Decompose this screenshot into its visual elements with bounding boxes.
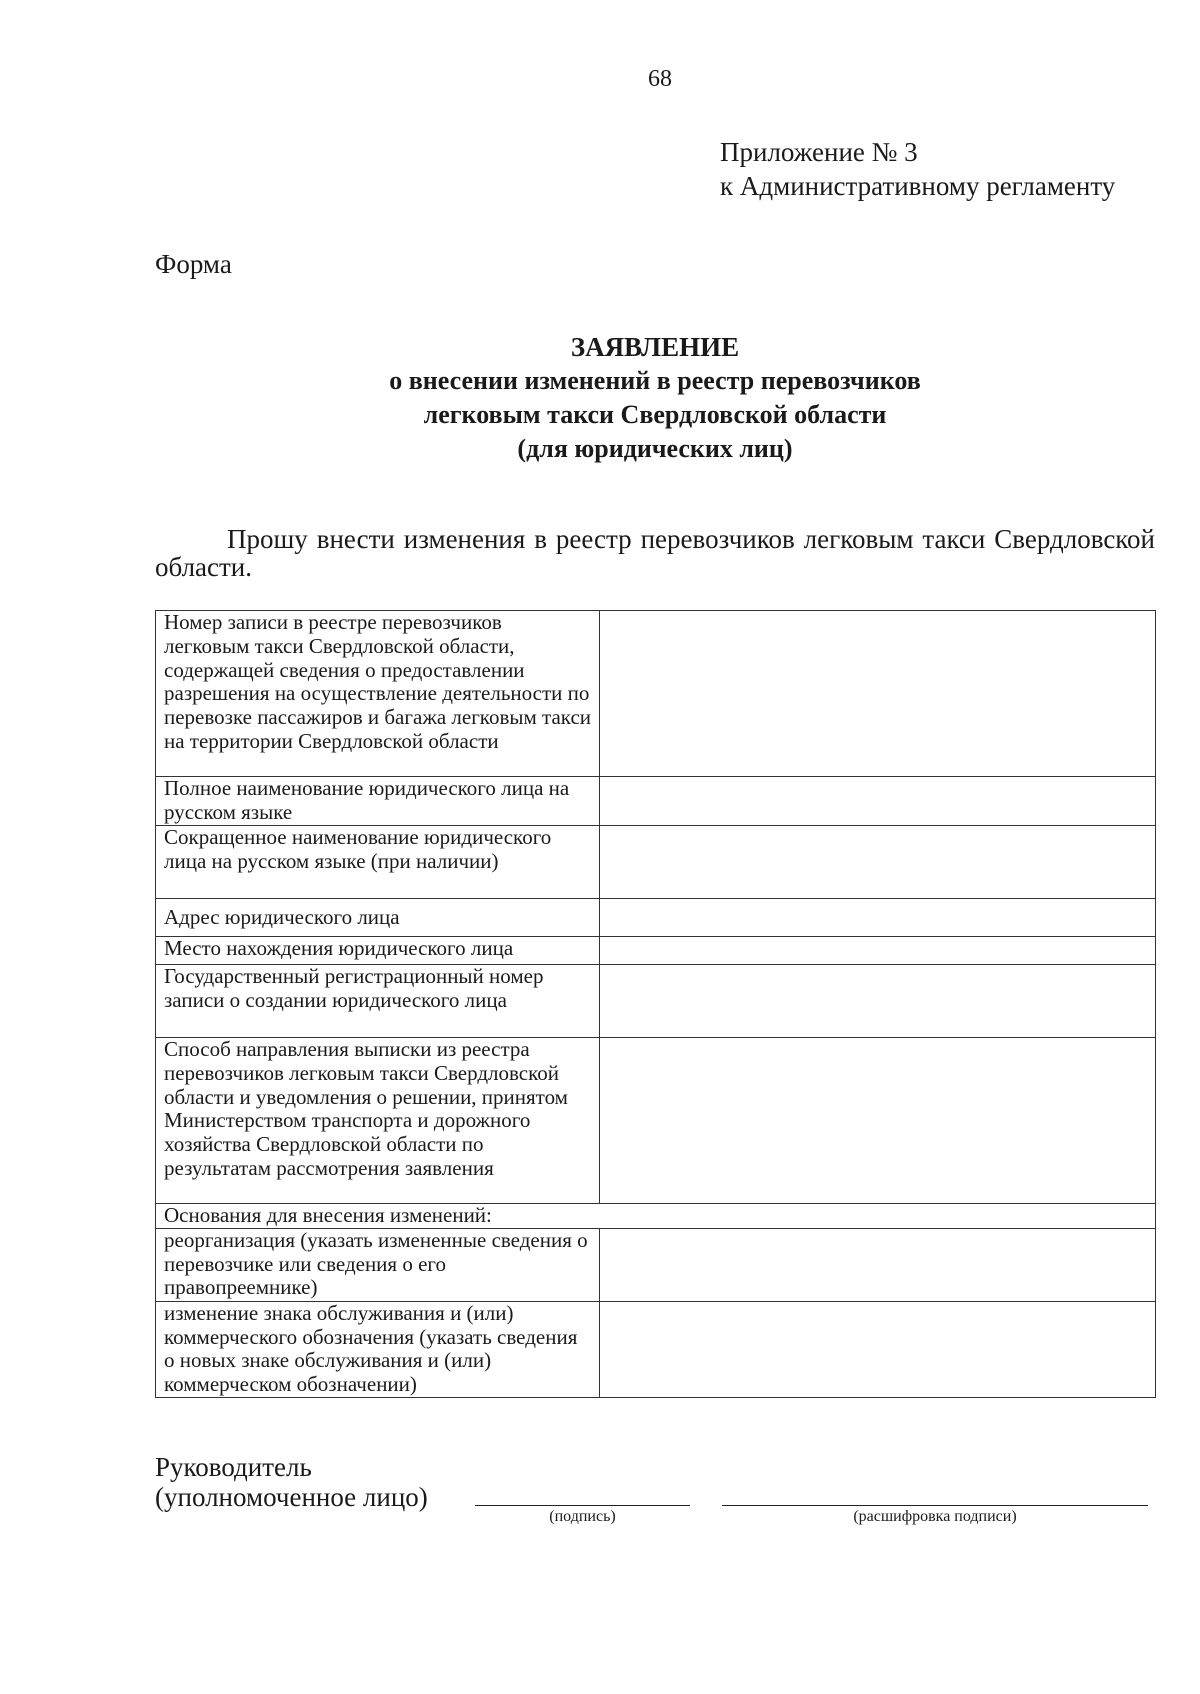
- field-value-reorganization[interactable]: [600, 1228, 1156, 1301]
- table-row: [156, 611, 1156, 777]
- table-row: [156, 1204, 1156, 1229]
- signature-line[interactable]: [475, 1505, 690, 1506]
- title-line-1: о внесении изменений в реестр перевозчиков: [389, 366, 921, 395]
- field-value-short-name[interactable]: [600, 826, 1156, 899]
- intro-paragraph: Прошу внести изменения в реестр перевозчиков легковым такси Свердловской области.: [155, 524, 1155, 582]
- title-main: ЗАЯВЛЕНИЕ: [570, 332, 740, 362]
- section-header-grounds: Основания для внесения изменений:: [156, 1204, 1156, 1229]
- appendix-line-2: к Административному регламенту: [720, 171, 1116, 201]
- appendix-reference: [720, 135, 1115, 203]
- field-label-delivery-method: Способ направления выписки из реестра перевозчиков легковым такси Свердловской области и уведомления о решении, принятом Министерством транспорта и дорожного хозяйства Свердловской области по результатам рассмотрения заявления: [156, 1038, 600, 1204]
- field-value-location[interactable]: [600, 937, 1156, 965]
- appendix-line-1: Приложение № 3: [720, 137, 918, 167]
- field-label-registry-number: Номер записи в реестре перевозчиков легковым такси Свердловской области, содержащей сведения о предоставлении разрешения на осуществление деятельности по перевозке пассажиров и багажа легковым такси на территории Свердловской области: [156, 611, 600, 777]
- title-line-2: легковым такси Свердловской области: [423, 400, 887, 429]
- form-label: Форма: [155, 249, 232, 279]
- field-label-service-mark-change: изменение знака обслуживания и (или) коммерческого обозначения (указать сведения о новых знаке обслуживания и (или) коммерческом обозначении): [156, 1301, 600, 1397]
- table-row: [156, 1301, 1156, 1397]
- field-value-delivery-method[interactable]: [600, 1038, 1156, 1204]
- table-row: [156, 1228, 1156, 1301]
- table-row: [156, 826, 1156, 899]
- signature-role-line-1: Руководитель: [155, 1452, 312, 1482]
- field-label-address: Адрес юридического лица: [156, 899, 600, 937]
- field-value-registration-number[interactable]: [600, 965, 1156, 1038]
- document-title: [300, 330, 1010, 466]
- field-label-full-name: Полное наименование юридического лица на русском языке: [156, 777, 600, 826]
- signature-block: [155, 1452, 428, 1512]
- table-row: [156, 965, 1156, 1038]
- field-value-registry-number[interactable]: [600, 611, 1156, 777]
- table-row: [156, 1038, 1156, 1204]
- signature-role-line-2: (уполномоченное лицо): [155, 1482, 428, 1512]
- signature-decoding-caption: (расшифровка подписи): [853, 1508, 1017, 1525]
- signature-caption: (подпись): [549, 1508, 616, 1525]
- field-label-location: Место нахождения юридического лица: [156, 937, 600, 965]
- application-form-table: [155, 610, 1156, 1398]
- page-number: 68: [648, 66, 672, 92]
- table-row: [156, 899, 1156, 937]
- field-value-service-mark-change[interactable]: [600, 1301, 1156, 1397]
- field-value-full-name[interactable]: [600, 777, 1156, 826]
- field-label-reorganization: реорганизация (указать измененные сведения о перевозчике или сведения о его правопреемнике): [156, 1228, 600, 1301]
- field-label-short-name: Сокращенное наименование юридического лица на русском языке (при наличии): [156, 826, 600, 899]
- signature-decoding-line[interactable]: [722, 1505, 1148, 1506]
- field-value-address[interactable]: [600, 899, 1156, 937]
- title-line-3: (для юридических лиц): [517, 434, 793, 463]
- table-row: [156, 777, 1156, 826]
- table-row: [156, 937, 1156, 965]
- field-label-registration-number: Государственный регистрационный номер записи о создании юридического лица: [156, 965, 600, 1038]
